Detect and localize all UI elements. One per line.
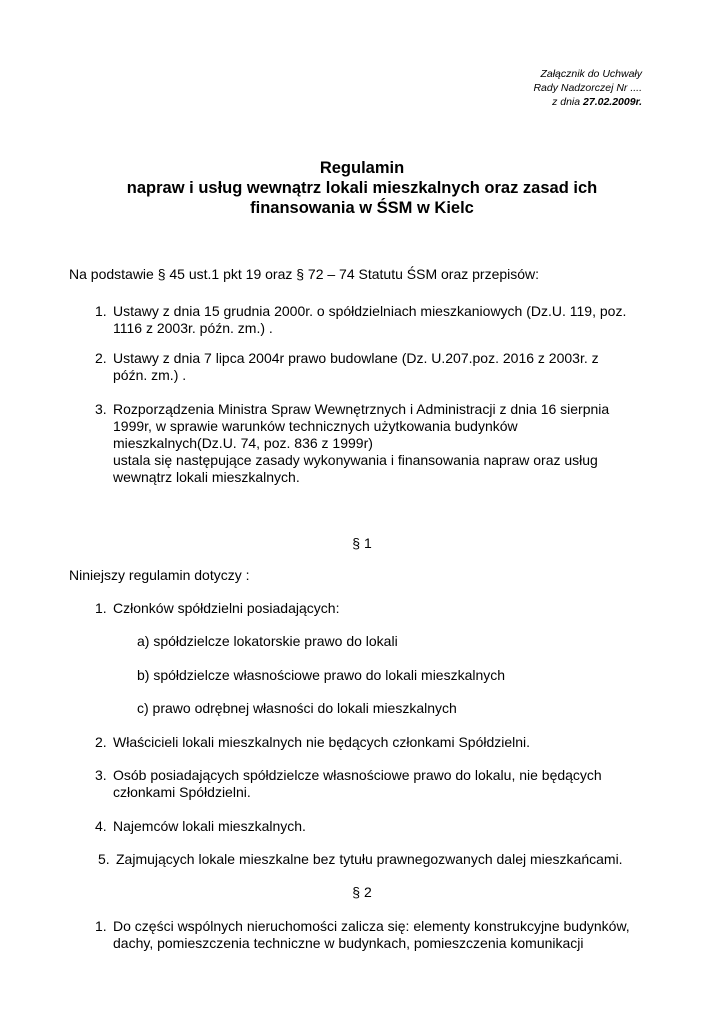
document-subtitle-line1: napraw i usług wewnątrz lokali mieszkalnych oraz zasad ich bbox=[126, 179, 598, 197]
basis-item-3-line3: mieszkalnych(Dz.U. 74, poz. 836 z 1999r) bbox=[113, 435, 373, 451]
section-2-heading: § 2 bbox=[352, 884, 372, 900]
basis-item-3-line4: ustala się następujące zasady wykonywania i finansowania napraw oraz usług bbox=[113, 452, 598, 468]
scope-number-3: 3. bbox=[95, 767, 107, 783]
common-parts-item-1-line1: Do części wspólnych nieruchomości zalicza się: elementy konstrukcyjne budynków, bbox=[113, 918, 630, 934]
basis-item-2-line2: późn. zm.) . bbox=[113, 367, 187, 383]
scope-item-4: Najemców lokali mieszkalnych. bbox=[113, 818, 306, 834]
basis-item-2-line1: Ustawy z dnia 7 lipca 2004r prawo budowlane (Dz. U.207.poz. 2016 z 2003r. z bbox=[113, 350, 599, 366]
basis-item-1-line2: 1116 z 2003r. późn. zm.) . bbox=[113, 320, 273, 336]
scope-sub-b: b) spółdzielcze własnościowe prawo do lokali mieszkalnych bbox=[137, 667, 506, 683]
scope-item-1: Członków spółdzielni posiadających: bbox=[113, 600, 340, 616]
scope-number-4: 4. bbox=[95, 818, 107, 834]
scope-number-1: 1. bbox=[95, 600, 107, 616]
document-title: Regulamin bbox=[319, 159, 405, 177]
scope-sub-a: a) spółdzielcze lokatorskie prawo do lokali bbox=[137, 633, 398, 649]
section-1-heading: § 1 bbox=[352, 535, 372, 551]
basis-item-1-line1: Ustawy z dnia 15 grudnia 2000r. o spółdzielniach mieszkaniowych (Dz.U. 119, poz. bbox=[113, 303, 627, 319]
legal-basis-intro: Na podstawie § 45 ust.1 pkt 19 oraz § 72 – 74 Statutu ŚSM oraz przepisów: bbox=[69, 266, 540, 282]
attachment-date: 27.02.2009r. bbox=[583, 96, 642, 108]
attachment-date-prefix: z dnia bbox=[552, 96, 581, 108]
scope-item-3-line1: Osób posiadających spółdzielcze własnościowe prawo do lokalu, nie będących bbox=[113, 767, 602, 783]
basis-number-2: 2. bbox=[95, 350, 107, 366]
scope-item-3-line2: członkami Spółdzielni. bbox=[113, 784, 251, 800]
common-parts-item-1-line2: dachy, pomieszczenia techniczne w budynkach, pomieszczenia komunikacji bbox=[113, 935, 584, 951]
scope-item-5: Zajmujących lokale mieszkalne bez tytułu prawnegozwanych dalej mieszkańcami. bbox=[116, 851, 623, 867]
scope-number-5: 5. bbox=[98, 851, 110, 867]
scope-number-2: 2. bbox=[95, 734, 107, 750]
section-1-intro: Niniejszy regulamin dotyczy : bbox=[69, 567, 250, 583]
document-subtitle-line2: finansowania w ŚSM w Kielc bbox=[250, 199, 474, 217]
basis-item-3-line2: 1999r, w sprawie warunków technicznych użytkowania budynków bbox=[113, 418, 518, 434]
scope-item-2: Właścicieli lokali mieszkalnych nie będących członkami Spółdzielni. bbox=[113, 734, 531, 750]
basis-number-1: 1. bbox=[95, 303, 107, 319]
attachment-note-line1: Załącznik do Uchwały bbox=[540, 68, 642, 80]
attachment-note-line3 bbox=[552, 95, 642, 109]
basis-item-3-line1: Rozporządzenia Ministra Spraw Wewnętrznych i Administracji z dnia 16 sierpnia bbox=[113, 401, 610, 417]
basis-item-3-line5: wewnątrz lokali mieszkalnych. bbox=[113, 469, 300, 485]
basis-number-3: 3. bbox=[95, 401, 107, 417]
scope-sub-c: c) prawo odrębnej własności do lokali mieszkalnych bbox=[137, 700, 457, 716]
attachment-note-line2: Rady Nadzorczej Nr .... bbox=[533, 82, 642, 94]
common-parts-number-1: 1. bbox=[95, 918, 107, 934]
